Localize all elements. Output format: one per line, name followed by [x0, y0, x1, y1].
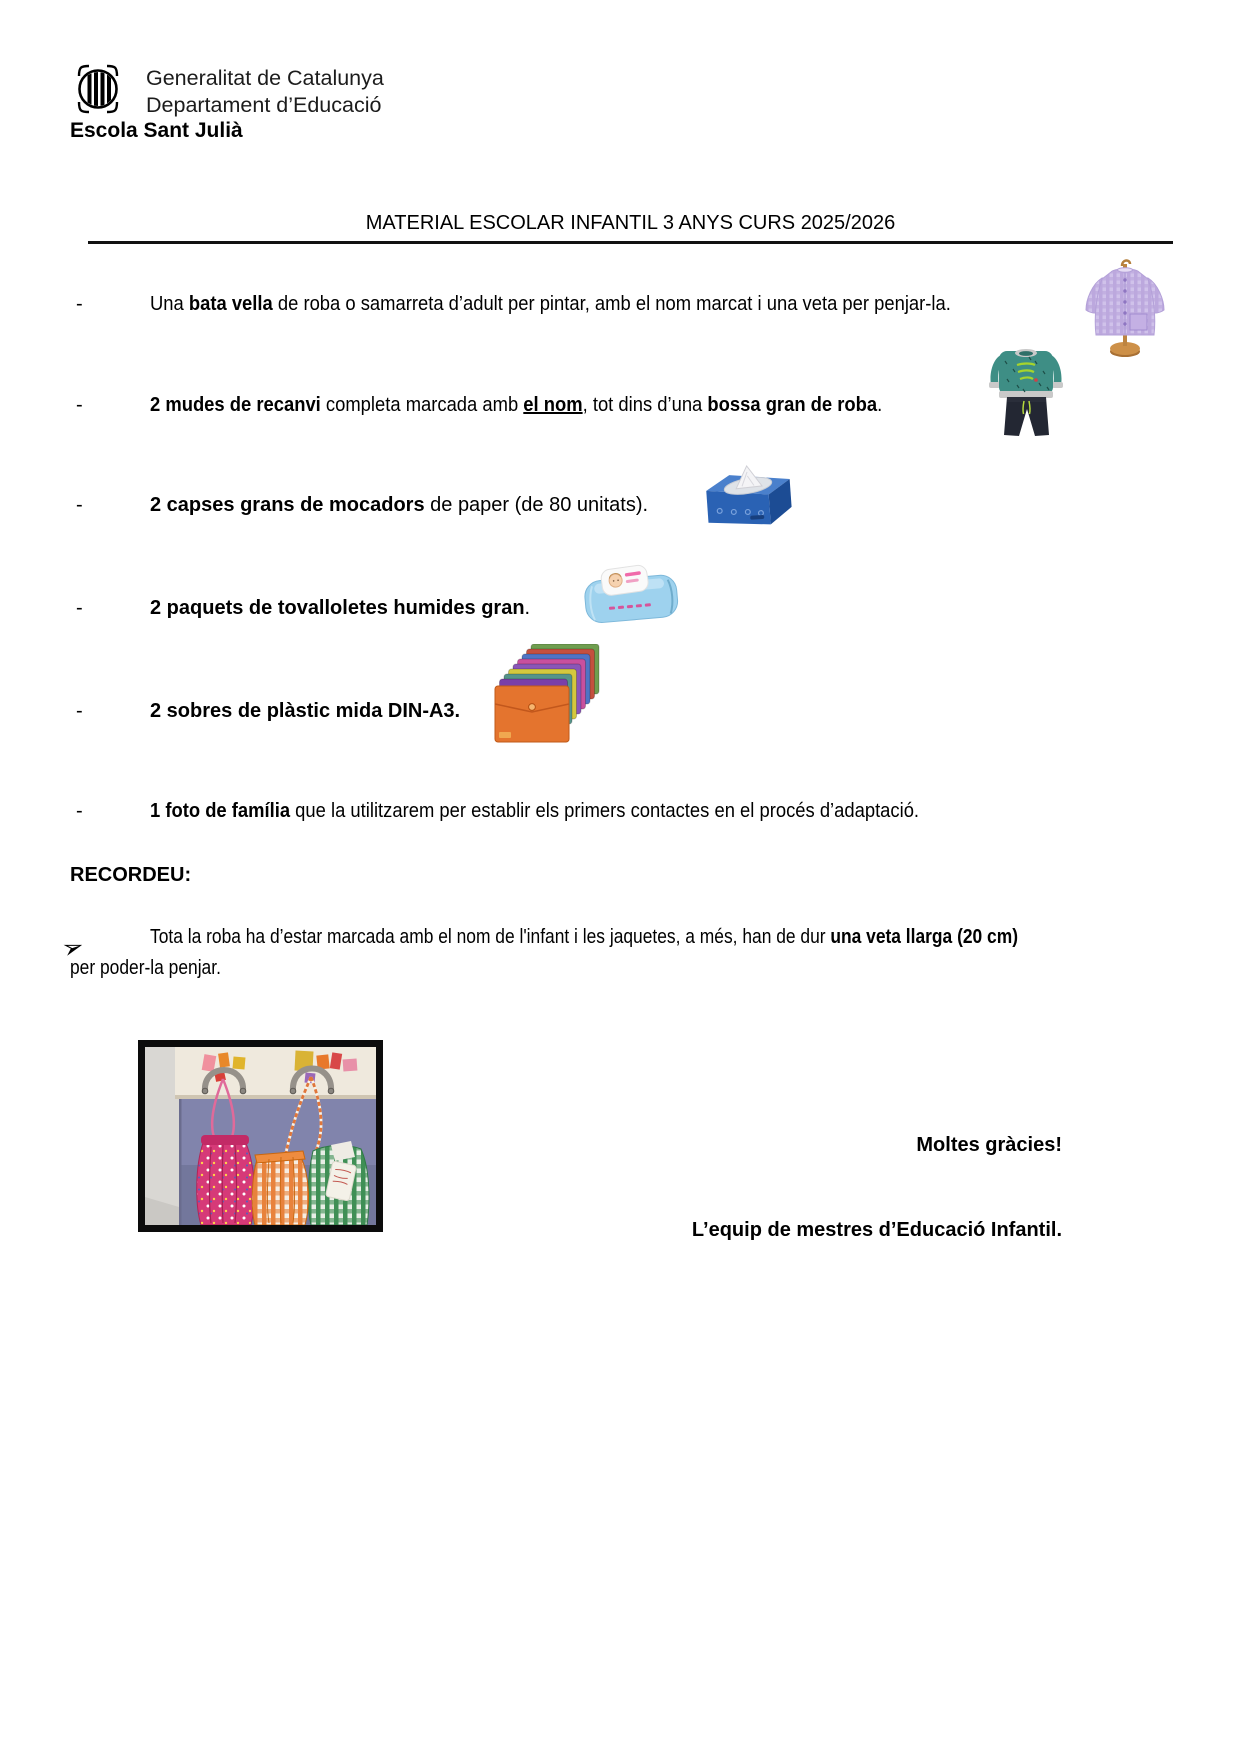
- text-run: , tot dins d’una: [582, 394, 708, 416]
- arrow-bullet-icon: ➢: [57, 929, 88, 965]
- item-text: [150, 494, 648, 517]
- reminder-line1: [150, 926, 1018, 949]
- bullet-dash: -: [76, 800, 83, 822]
- text-run: 2 paquets de tovalloletes humides gran: [150, 597, 525, 619]
- text-run: .: [877, 394, 883, 416]
- text-run: completa marcada amb: [320, 394, 524, 416]
- thanks-text: Moltes gràcies!: [916, 1134, 1062, 1156]
- bullet-dash: -: [76, 293, 83, 315]
- purple-smock-image: [1078, 256, 1172, 366]
- text-run: 2 mudes de recanvi: [150, 394, 321, 416]
- title-underline-rule: [88, 241, 1173, 244]
- text-run: Una: [150, 293, 189, 315]
- text-run: 1 foto de família: [150, 800, 291, 822]
- text-run: de roba o samarreta d’adult per pintar, amb el nom marcat i una veta per penjar-la.: [272, 293, 951, 315]
- school-name: Escola Sant Julià: [70, 119, 243, 142]
- wet-wipes-image: [580, 562, 682, 630]
- text-run: .: [524, 597, 531, 619]
- text-run: bata vella: [188, 293, 273, 315]
- item-text: [150, 700, 460, 723]
- item-text: [150, 800, 919, 823]
- org-name-line1: Generalitat de Catalunya: [146, 66, 384, 90]
- generalitat-logo-icon: [75, 62, 121, 116]
- text-run: 2 capses grans de mocadors: [150, 494, 425, 516]
- signature-text: L’equip de mestres d’Educació Infantil.: [691, 1219, 1062, 1241]
- item-text: [150, 293, 951, 316]
- text-run: de paper (de 80 unitats).: [424, 494, 649, 516]
- item-text: [150, 597, 530, 620]
- reminder-line2: per poder-la penjar.: [70, 957, 221, 979]
- spare-clothes-image: [983, 343, 1071, 445]
- item-text: [150, 394, 882, 417]
- text-run: una veta llarga (20 cm): [830, 926, 1019, 948]
- text-run: el nom: [523, 394, 583, 416]
- text-run: Tota la roba ha d’estar marcada amb el nom de l'infant i les jaquetes, a més, han de dur: [150, 926, 831, 948]
- bullet-dash: -: [76, 597, 83, 619]
- tissue-box-image: [697, 464, 797, 536]
- text-run: 2 sobres de plàstic mida DIN-A3.: [150, 700, 461, 722]
- text-run: que la utilitzarem per establir els primers contactes en el procés d’adaptació.: [290, 800, 920, 822]
- bullet-dash: -: [76, 700, 83, 722]
- bullet-dash: -: [76, 394, 83, 416]
- page-title: MATERIAL ESCOLAR INFANTIL 3 ANYS CURS 2025/2026: [365, 212, 896, 234]
- coat-hooks-photo: [138, 1040, 383, 1232]
- plastic-envelopes-image: [493, 644, 601, 746]
- reminder-heading: RECORDEU:: [70, 864, 192, 886]
- org-name-line2: Departament d’Educació: [146, 93, 382, 117]
- bullet-dash: -: [76, 494, 83, 516]
- coat-hooks-photo-image: [145, 1047, 376, 1225]
- text-run: bossa gran de roba: [707, 394, 878, 416]
